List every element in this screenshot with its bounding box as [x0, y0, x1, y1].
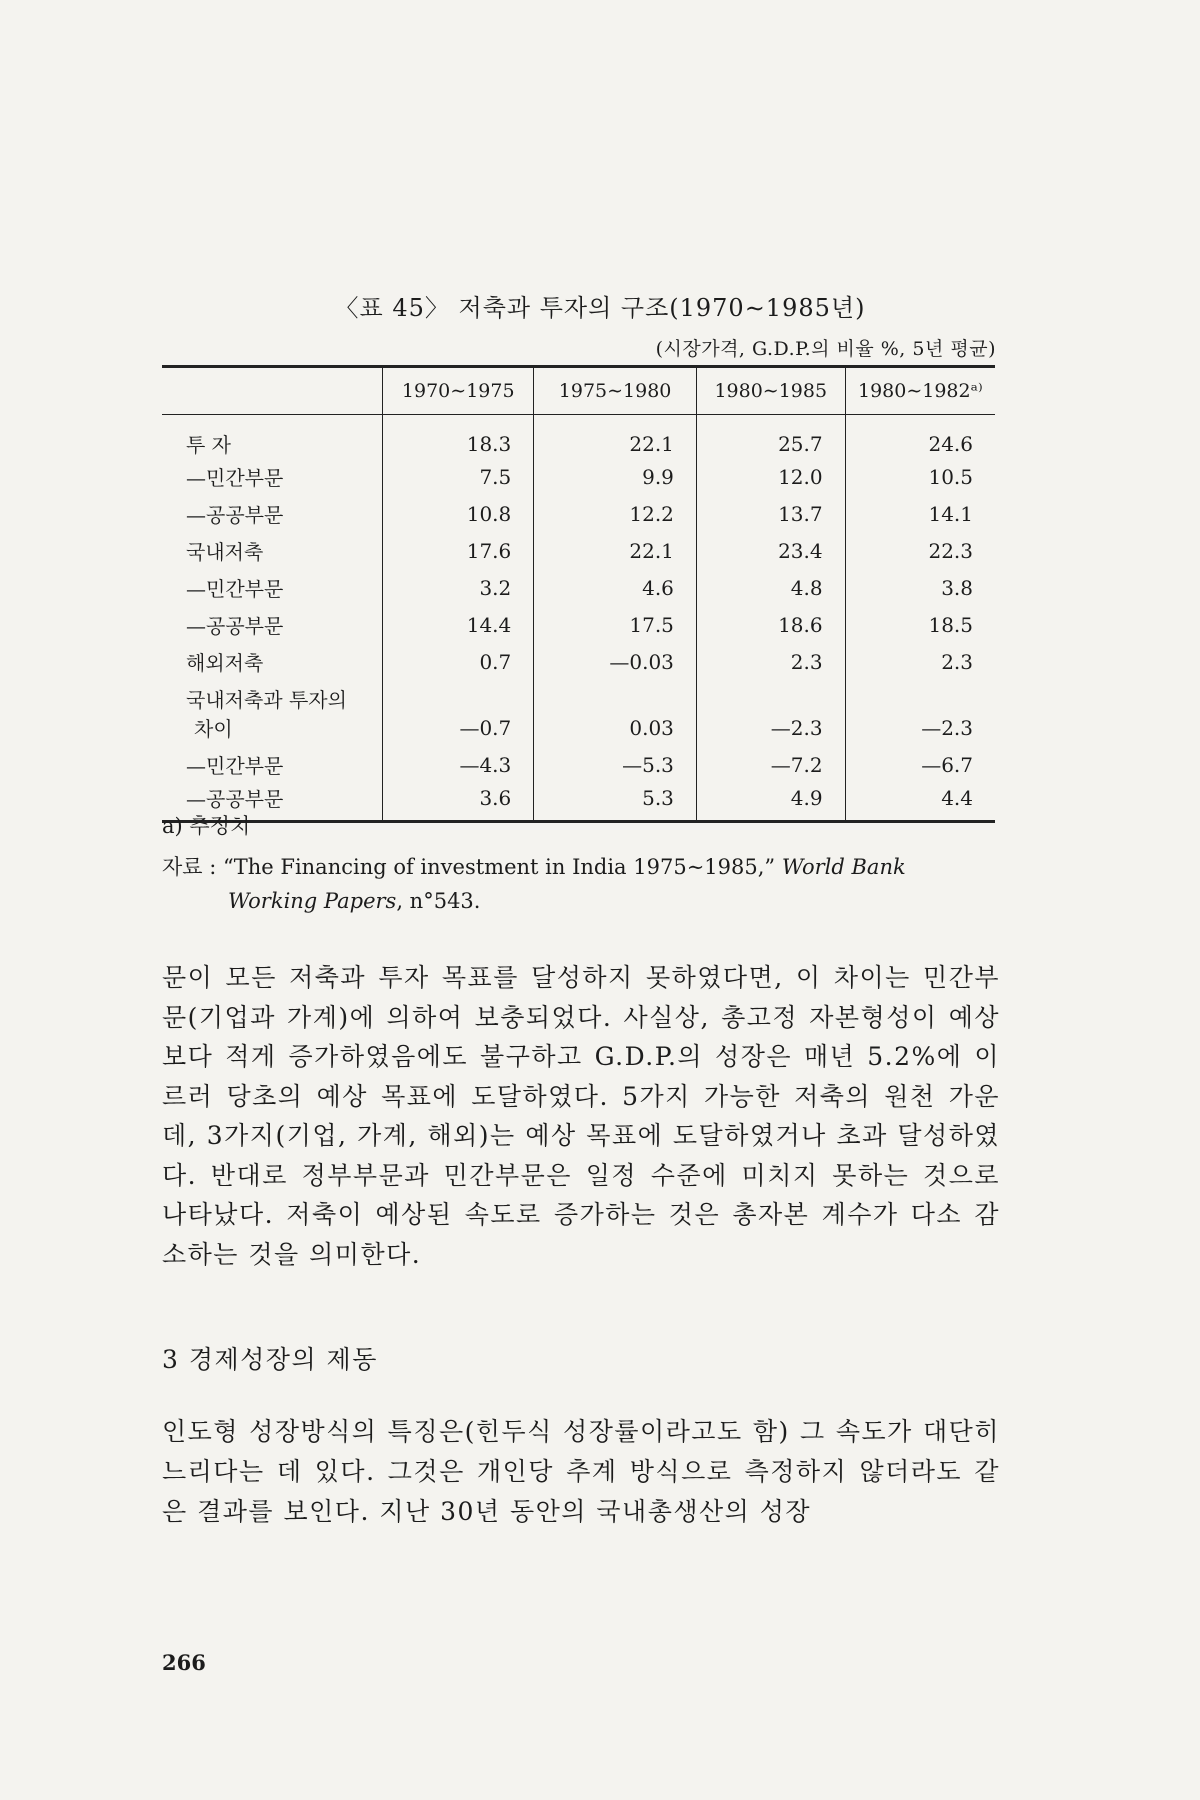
table-cell: 18.6	[696, 606, 845, 643]
table-cell: 3.8	[845, 569, 995, 606]
table-cell: 23.4	[696, 532, 845, 569]
page-number: 266	[162, 1650, 206, 1675]
source-work-title-1: World Bank	[781, 855, 906, 879]
table-cell: —0.7	[383, 680, 534, 746]
table-cell: 0.7	[383, 643, 534, 680]
table-cell: 2.3	[845, 643, 995, 680]
table-cell: 22.3	[845, 532, 995, 569]
row-label-line2: 차이	[194, 717, 233, 741]
table-cell: —4.3	[383, 746, 534, 783]
table-subtitle: (시장가격, G.D.P.의 비율 %, 5년 평균)	[655, 338, 996, 360]
table-cell: 10.8	[383, 495, 534, 532]
table-footnote: a) 추정치	[162, 814, 251, 838]
table-cell: 18.5	[845, 606, 995, 643]
table-row	[162, 643, 995, 680]
table-title: 〈표 45〉 저축과 투자의 구조(1970∼1985년)	[334, 294, 866, 322]
table-row	[162, 415, 995, 459]
table-row	[162, 569, 995, 606]
table-cell: 18.3	[383, 415, 534, 459]
table-cell: 2.3	[696, 643, 845, 680]
table-row	[162, 680, 995, 746]
table-cell: 4.6	[534, 569, 697, 606]
table-row	[162, 495, 995, 532]
table-cell: —7.2	[696, 746, 845, 783]
table-cell: —0.03	[534, 643, 697, 680]
savings-investment-table	[162, 365, 995, 823]
header-label-cell	[162, 367, 383, 415]
column-header: 1980∼1985	[696, 367, 845, 415]
table-cell: 24.6	[845, 415, 995, 459]
section-heading: 3 경제성장의 제동	[162, 1345, 378, 1374]
table-cell: 7.5	[383, 458, 534, 495]
row-label: —공공부문	[162, 783, 383, 822]
row-label: 투 자	[186, 433, 231, 457]
column-header: 1970∼1975	[383, 367, 534, 415]
row-label: —민간부문	[186, 577, 284, 601]
table-cell: 17.5	[534, 606, 697, 643]
column-header: 1980∼1982ᵃ⁾	[845, 367, 995, 415]
table-cell: 4.8	[696, 569, 845, 606]
table-cell: 10.5	[845, 458, 995, 495]
table-cell: —6.7	[845, 746, 995, 783]
source-line2	[162, 884, 1002, 918]
row-label: —민간부문	[186, 466, 284, 490]
table-cell: 22.1	[534, 415, 697, 459]
row-label: —공공부문	[186, 503, 284, 527]
table-cell: 4.9	[696, 783, 845, 822]
table-cell: 13.7	[696, 495, 845, 532]
table-cell: 4.4	[845, 783, 995, 822]
table-cell: —2.3	[696, 680, 845, 746]
source-suffix: , n°543.	[396, 889, 481, 913]
row-label: 국내저축	[186, 540, 264, 564]
row-label: —민간부문	[186, 754, 284, 778]
row-label-line1: 국내저축과 투자의	[186, 688, 347, 712]
table-cell: 12.0	[696, 458, 845, 495]
table-cell: —5.3	[534, 746, 697, 783]
table-cell: 22.1	[534, 532, 697, 569]
source-citation	[162, 850, 1002, 918]
table-cell: —2.3	[845, 680, 995, 746]
table-cell: 3.2	[383, 569, 534, 606]
table-row	[162, 532, 995, 569]
table-row	[162, 606, 995, 643]
source-work-title-2: Working Papers	[228, 889, 397, 913]
source-prefix: 자료 : “The Financing of investment in India 1975∼1985,”	[162, 855, 782, 879]
table-cell: 12.2	[534, 495, 697, 532]
table-cell: 3.6	[383, 783, 534, 822]
table-row	[162, 746, 995, 783]
column-header: 1975∼1980	[534, 367, 697, 415]
table-row	[162, 458, 995, 495]
body-paragraph-1: 문이 모든 저축과 투자 목표를 달성하지 못하였다면, 이 차이는 민간부문(기업과 가계)에 의하여 보충되었다. 사실상, 총고정 자본형성이 예상보다 적게 증가하였음에도 불구하고 G.D.P.의 성장은 매년 5.2%에 이르러 당초의 예상 목표에 도달하였다. 5가지 가능한 저축의 원천 가운데, 3가지(기업, 가계, 해외)는 예상 목표에 도달하였거나 초과 달성하였다. 반대로 정부부문과 민간부문은 일정 수준에 미치지 못하는 것으로 나타났다. 저축이 예상된 속도로 증가하는 것은 총자본 계수가 다소 감소하는 것을 의미한다.	[162, 963, 1000, 1269]
table-header-row	[162, 367, 995, 415]
table-cell: 25.7	[696, 415, 845, 459]
table-cell: 9.9	[534, 458, 697, 495]
row-label: —공공부문	[186, 614, 284, 638]
table-cell: 14.1	[845, 495, 995, 532]
table-cell: 5.3	[534, 783, 697, 822]
table-cell: 17.6	[383, 532, 534, 569]
row-label: 해외저축	[186, 651, 264, 675]
table-cell: 14.4	[383, 606, 534, 643]
table-row	[162, 783, 995, 822]
row-label	[162, 680, 383, 746]
body-paragraph-2: 인도형 성장방식의 특징은(힌두식 성장률이라고도 함) 그 속도가 대단히 느리다는 데 있다. 그것은 개인당 추계 방식으로 측정하지 않더라도 같은 결과를 보인다. 지난 30년 동안의 국내총생산의 성장	[162, 1417, 1000, 1526]
table-cell: 0.03	[534, 680, 697, 746]
